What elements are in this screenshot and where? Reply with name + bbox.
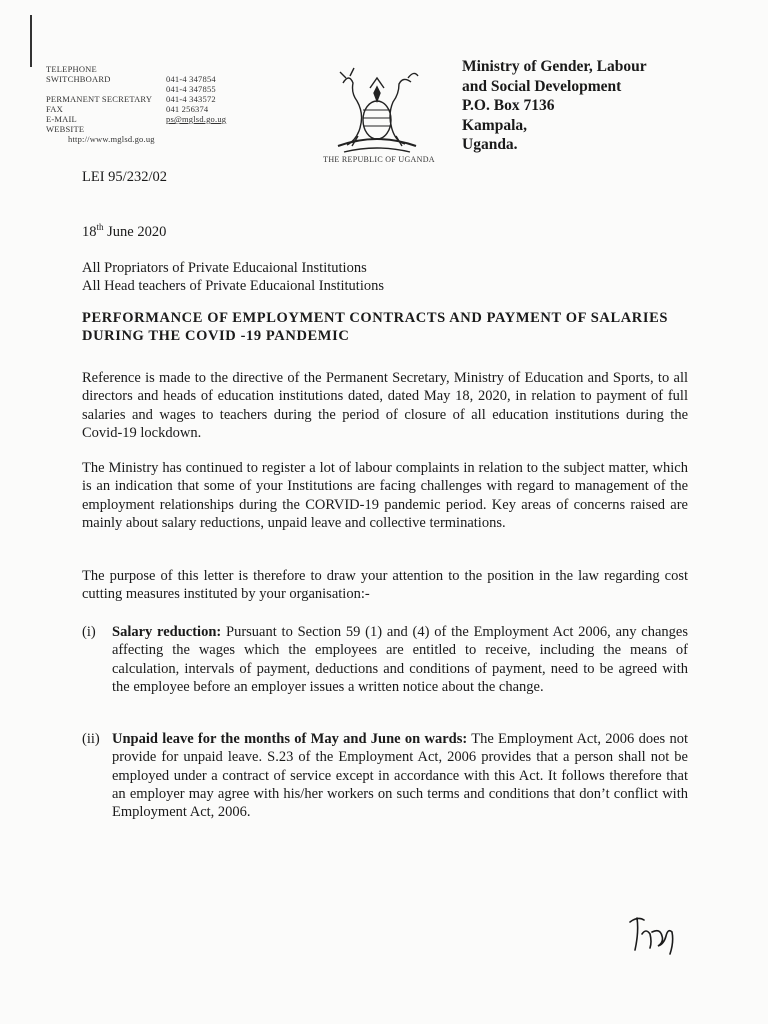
contact-value: 041-4 347854 (166, 74, 216, 84)
list-item-number: (i) (82, 624, 96, 640)
republic-caption: THE REPUBLIC OF UGANDA (323, 155, 435, 164)
list-item-text: The Employment Act, 2006 does not provide for unpaid leave. S.23 of the Employment Act, 2006 provides that a person shall not be employed under a contract of service except in accordance with this Act. It follows therefore that an employer may agree with his/her workers on such terms and conditions that don’t conflict with Employment Act, 2006. (112, 731, 688, 821)
paragraph: Reference is made to the directive of the Permanent Secretary, Ministry of Education and Sports, to all directors and heads of education institutions dated, dated May 18, 2020, in relation to payment of full salaries and wages to teachers during the period of closure of all education institutions during the Covid-19 lockdown. (82, 370, 688, 441)
initials-signature (624, 914, 676, 960)
subject-heading: PERFORMANCE OF EMPLOYMENT CONTRACTS AND PAYMENT OF SALARIES DURING THE COVID -19 PANDEMIC (82, 310, 669, 344)
margin-mark (30, 15, 32, 67)
list-item (82, 623, 688, 696)
website-link[interactable]: http://www.mglsd.go.ug (68, 134, 155, 144)
contact-label: WEBSITE (46, 124, 85, 134)
reference-number: LEI 95/232/02 (82, 169, 167, 185)
contact-value: 041 256374 (166, 104, 209, 114)
paragraph: The Ministry has continued to register a lot of labour complaints in relation to the subject matter, which is an indication that some of your Institutions are facing challenges with regard to management of the employment relationships during the CORVID-19 pandemic period. Key areas of concerns raised are mainly about salary reductions, unpaid leave and collective terminations. (82, 460, 688, 531)
coat-of-arms-icon (318, 58, 436, 158)
date-day: 18 (82, 223, 97, 240)
contact-label: TELEPHONE (46, 64, 97, 74)
list-item-heading: Salary reduction: (112, 624, 222, 640)
list-item-heading: Unpaid leave for the months of May and June on wards: (112, 731, 468, 747)
ministry-line: Ministry of Gender, Labour (462, 58, 647, 75)
list-item (82, 730, 688, 821)
contact-label: FAX (46, 104, 63, 114)
email-link[interactable]: ps@mglsd.go.ug (166, 114, 227, 124)
contact-label: PERMANENT SECRETARY (46, 94, 153, 104)
recipients (82, 259, 384, 295)
recipient-line: All Head teachers of Private Educaional Institutions (82, 278, 384, 294)
contact-value: 041-4 347855 (166, 84, 216, 94)
list-item-body (112, 730, 688, 821)
contact-label: SWITCHBOARD (46, 74, 111, 84)
ministry-address (462, 57, 647, 155)
list-item-number: (ii) (82, 731, 100, 747)
ministry-line: Kampala, (462, 116, 528, 134)
paragraph: The purpose of this letter is therefore to draw your attention to the position in the law regarding cost cutting measures instituted by your organisation:- (82, 568, 688, 603)
recipient-line: All Propriators of Private Educaional Institutions (82, 260, 367, 276)
contact-value: 041-4 343572 (166, 94, 216, 104)
list-item-body (112, 623, 688, 696)
ministry-line: and Social Development (462, 77, 622, 95)
date-rest: June 2020 (103, 223, 167, 240)
contact-label: E-MAIL (46, 114, 77, 124)
ministry-line: P.O. Box 7136 (462, 97, 555, 114)
date-suffix: th (96, 222, 104, 232)
ministry-line: Uganda. (462, 136, 518, 153)
letter-date (82, 222, 166, 241)
list-item-text: Pursuant to Section 59 (1) and (4) of the Employment Act 2006, any changes affecting the wages which the employees are entitled to receive, including the means of calculation, intervals of payment, deductions and conditions of payment, need to be agreed with the employee before an employer issues a written notice about the change. (112, 624, 688, 695)
